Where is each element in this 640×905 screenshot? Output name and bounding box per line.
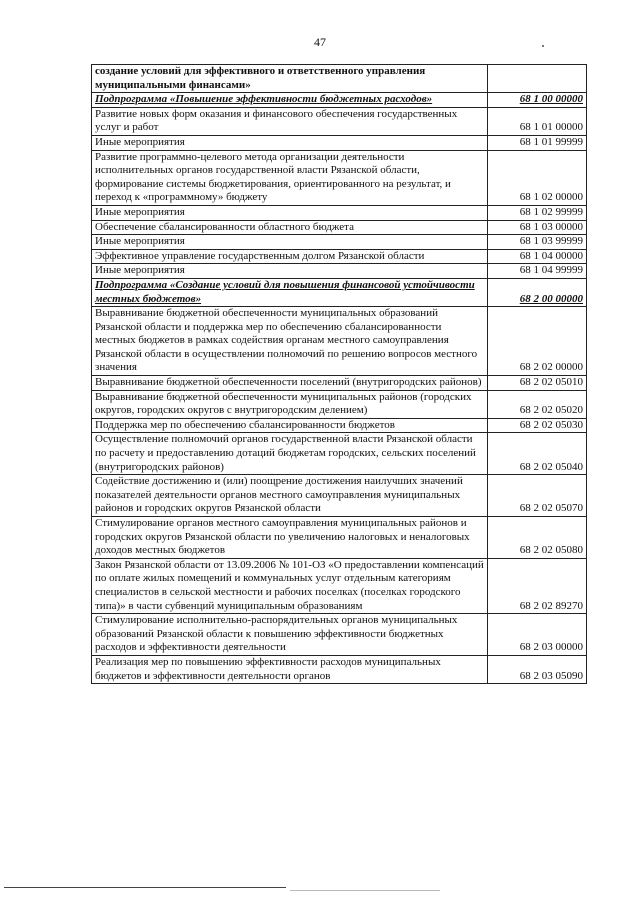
row-code: 68 2 02 05080 (488, 517, 587, 559)
subprogram-title: Подпрограмма «Создание условий для повышения финансовой устойчивости местных бюджетов» (95, 278, 475, 305)
table-row (92, 614, 587, 656)
row-name: Развитие программно-целевого метода организации деятельности исполнительных органов государственной власти Рязанской области, формирование системы бюджетирования, ориентированного на результат, и переход к «программному» бюджету (92, 150, 488, 205)
row-code: 68 2 02 05040 (488, 433, 587, 475)
row-name: Иные мероприятия (92, 205, 488, 220)
table-row (92, 433, 587, 475)
row-code: 68 1 01 99999 (488, 135, 587, 150)
table-row (92, 235, 587, 250)
row-code: 68 1 04 99999 (488, 264, 587, 279)
row-name: Выравнивание бюджетной обеспеченности муниципальных районов (городских округов, городских округов с внутригородским делением) (92, 390, 488, 418)
row-code: 68 1 02 00000 (488, 150, 587, 205)
row-code: 68 2 03 00000 (488, 614, 587, 656)
row-code: 68 1 00 00000 (488, 93, 587, 108)
budget-classification-table (91, 64, 587, 684)
table-row (92, 107, 587, 135)
row-code: 68 1 04 00000 (488, 249, 587, 264)
table-row (92, 249, 587, 264)
row-name: Развитие новых форм оказания и финансового обеспечения государственных услуг и работ (92, 107, 488, 135)
row-code: 68 2 02 05010 (488, 376, 587, 391)
table-row (92, 150, 587, 205)
table-row-subprogram (92, 278, 587, 306)
row-code: 68 1 03 00000 (488, 220, 587, 235)
table-row (92, 307, 587, 376)
table-row (92, 558, 587, 613)
row-code: 68 1 01 00000 (488, 107, 587, 135)
row-code: 68 2 03 05090 (488, 655, 587, 683)
table-row (92, 220, 587, 235)
table-row (92, 390, 587, 418)
row-code: 68 2 00 00000 (488, 278, 587, 306)
row-name: Иные мероприятия (92, 135, 488, 150)
row-code: 68 1 02 99999 (488, 205, 587, 220)
table-body (92, 65, 587, 684)
table-row (92, 655, 587, 683)
table-row (92, 135, 587, 150)
table-row (92, 205, 587, 220)
row-name: Иные мероприятия (92, 235, 488, 250)
row-code: 68 2 02 89270 (488, 558, 587, 613)
row-name: Осуществление полномочий органов государственной власти Рязанской области по расчету и предоставлению дотаций бюджетам городских, сельских поселений (внутригородских районов) (92, 433, 488, 475)
row-name: Обеспечение сбалансированности областного бюджета (92, 220, 488, 235)
row-name: Стимулирование органов местного самоуправления муниципальных районов и городских округов Рязанской области по увеличению налоговых и неналоговых доходов местных бюджетов (92, 517, 488, 559)
row-name: Содействие достижению и (или) поощрение достижения наилучших значений показателей деятельности органов местного самоуправления муниципальных районов и городских округов Рязанской области (92, 475, 488, 517)
subprogram-title: Подпрограмма «Повышение эффективности бюджетных расходов» (95, 93, 433, 106)
table-row (92, 418, 587, 433)
row-code: 68 2 02 05070 (488, 475, 587, 517)
table-row (92, 517, 587, 559)
row-code: 68 2 02 00000 (488, 307, 587, 376)
row-code (488, 65, 587, 93)
table-row (92, 264, 587, 279)
table-row-subprogram (92, 93, 587, 108)
row-name (92, 278, 488, 306)
row-name: создание условий для эффективного и ответственного управления муниципальными финансами» (92, 65, 488, 93)
scan-speck (542, 45, 544, 47)
table-row (92, 376, 587, 391)
row-name: Реализация мер по повышению эффективности расходов муниципальных бюджетов и эффективности деятельности органов (92, 655, 488, 683)
row-name: Поддержка мер по обеспечению сбалансированности бюджетов (92, 418, 488, 433)
footer-divider-faint (290, 890, 440, 891)
row-code: 68 1 03 99999 (488, 235, 587, 250)
row-name: Выравнивание бюджетной обеспеченности поселений (внутригородских районов) (92, 376, 488, 391)
row-name: Иные мероприятия (92, 264, 488, 279)
table-row (92, 475, 587, 517)
row-name (92, 93, 488, 108)
footer-divider (4, 887, 286, 888)
row-name: Стимулирование исполнительно-распорядительных органов муниципальных образований Рязанской области к повышению эффективности бюджетных расходов и эффективности деятельности (92, 614, 488, 656)
row-name: Закон Рязанской области от 13.09.2006 № 101-ОЗ «О предоставлении компенсаций по оплате жилых помещений и коммунальных услуг отдельным категориям специалистов в сельской местности и рабочих поселках (поселках городского типа)» в части субвенций муниципальным образованиям (92, 558, 488, 613)
row-code: 68 2 02 05030 (488, 418, 587, 433)
row-name: Эффективное управление государственным долгом Рязанской области (92, 249, 488, 264)
row-name: Выравнивание бюджетной обеспеченности муниципальных образований Рязанской области и поддержка мер по обеспечению сбалансированности местных бюджетов в рамках содействия органам местного самоуправления Рязанской области в осуществлении полномочий по решению вопросов местного значения (92, 307, 488, 376)
table-row-heading (92, 65, 587, 93)
page-number: 47 (314, 35, 326, 49)
row-code: 68 2 02 05020 (488, 390, 587, 418)
